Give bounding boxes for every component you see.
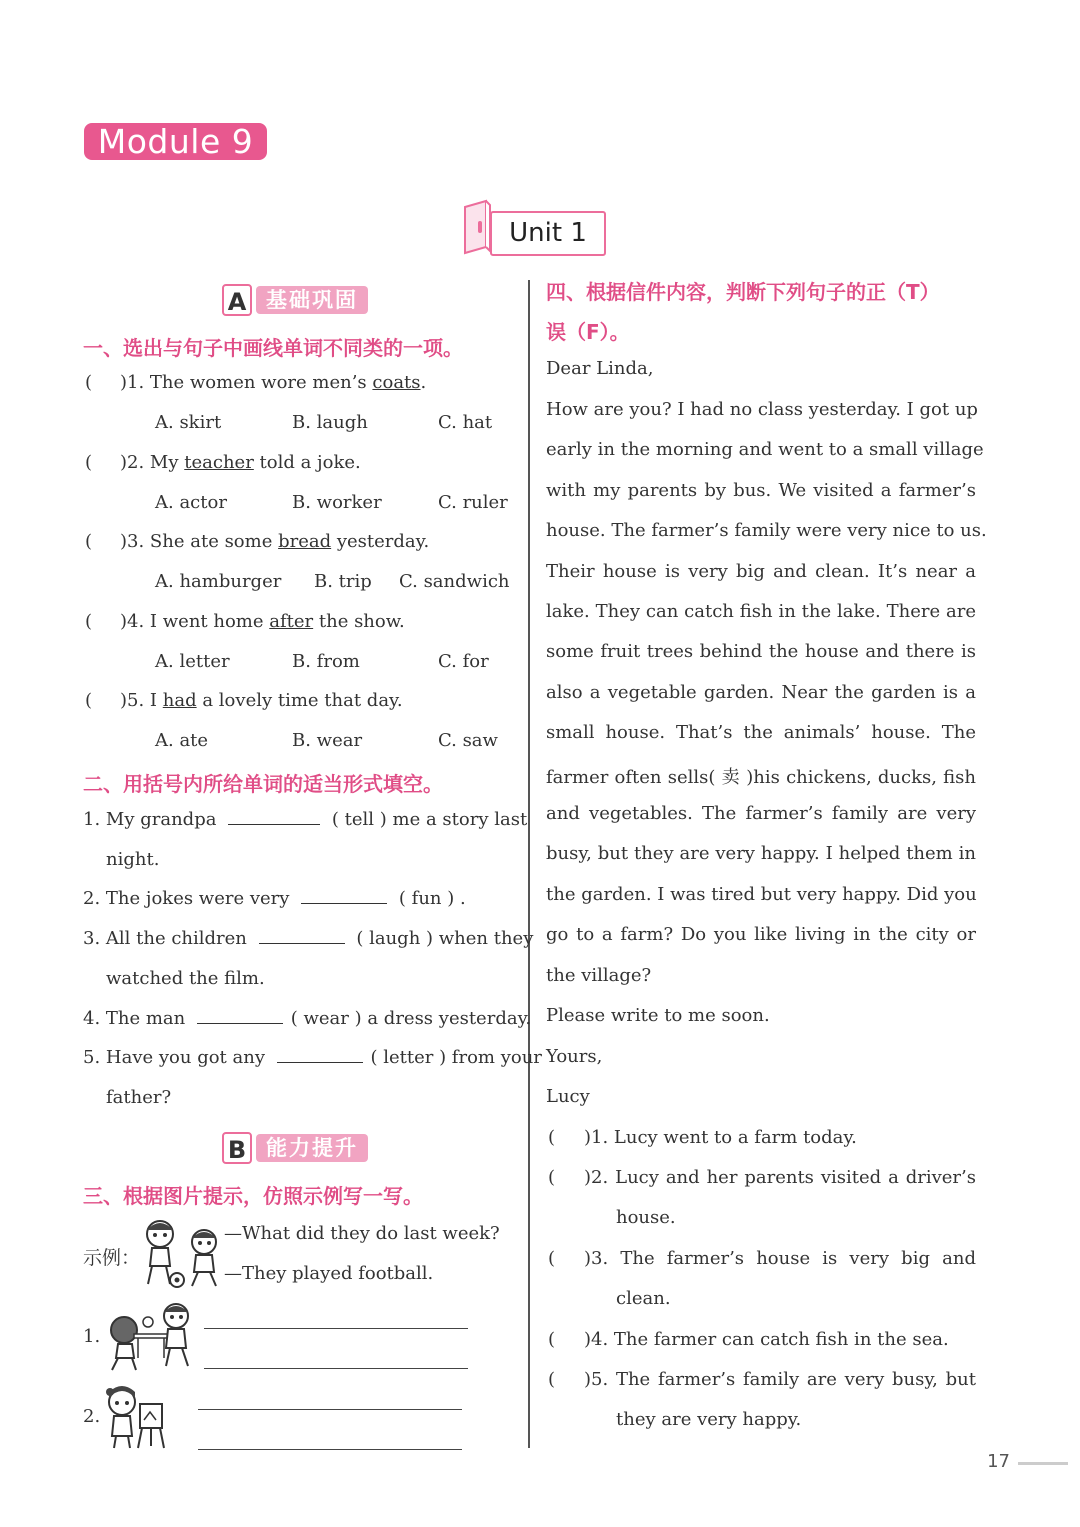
- answer-paren[interactable]: (: [85, 372, 93, 393]
- answer-paren[interactable]: (: [548, 1369, 556, 1390]
- answer-blank[interactable]: [301, 902, 387, 904]
- module-title: Module 9: [84, 123, 267, 160]
- part1-question: )4. I went home after the show.: [120, 610, 405, 632]
- answer-paren[interactable]: (: [548, 1329, 556, 1350]
- part2-item-3-cont: watched the film.: [106, 968, 265, 989]
- letter-line: with my parents by bus. We visited a farmer’s: [546, 479, 976, 501]
- answer-paren[interactable]: (: [548, 1248, 556, 1269]
- letter-line: early in the morning and went to a small village: [546, 439, 984, 461]
- example-answer: —They played football.: [224, 1263, 434, 1284]
- letter-line: the garden. I was tired but very happy. Did you: [546, 883, 977, 905]
- part4-heading-line1: 四、根据信件内容，判断下列句子的正（T）: [546, 280, 940, 304]
- answer-blank[interactable]: [259, 942, 345, 944]
- page-number: 17: [987, 1451, 1010, 1472]
- letter-greeting: Dear Linda,: [546, 358, 654, 379]
- part2-item-1: 1. My grandpa ( tell ) me a story last: [83, 809, 528, 830]
- section-b-badge: [222, 1132, 392, 1164]
- part2-item-5: 5. Have you got any ( letter ) from your: [83, 1047, 542, 1068]
- part2-item-3: 3. All the children ( laugh ) when they: [83, 928, 534, 949]
- unit-title: Unit 1: [490, 211, 606, 256]
- part2-item-4: 4. The man ( wear ) a dress yesterday.: [83, 1008, 532, 1029]
- letter-line: and vegetables. The farmer’s family are very: [546, 803, 976, 824]
- answer-blank[interactable]: [197, 1022, 283, 1024]
- part4-statement: )1. Lucy went to a farm today.: [584, 1127, 857, 1148]
- letter-closing: Please write to me soon.: [546, 1005, 770, 1026]
- part3-heading: 三、根据图片提示，仿照示例写一写。: [83, 1184, 423, 1208]
- part4-statement: )4. The farmer can catch fish in the sea.: [584, 1329, 949, 1350]
- section-a-badge: [222, 284, 392, 316]
- section-b-letter: B: [222, 1132, 252, 1164]
- answer-paren[interactable]: (: [548, 1167, 556, 1188]
- answer-line[interactable]: [204, 1368, 468, 1369]
- letter-line: busy, but they are very happy. I helped them in: [546, 843, 976, 865]
- part2-heading: 二、用括号内所给单词的适当形式填空。: [83, 772, 443, 796]
- answer-paren[interactable]: (: [85, 690, 93, 711]
- underlined-word: teacher: [184, 451, 254, 473]
- answer-blank[interactable]: [228, 823, 320, 825]
- part1-option: B. from: [292, 650, 360, 672]
- section-a-letter: A: [222, 284, 252, 316]
- letter-line: house. The farmer’s family were very nice to us.: [546, 520, 987, 542]
- part1-option: C. sandwich: [399, 571, 510, 592]
- part1-option: A. letter: [155, 650, 230, 672]
- part3-item-1-number: 1.: [83, 1326, 101, 1347]
- children-football-icon: [140, 1218, 226, 1290]
- part1-option: A. ate: [155, 730, 209, 751]
- part1-heading: 一、选出与句子中画线单词不同类的一项。: [83, 336, 463, 360]
- answer-paren[interactable]: (: [548, 1127, 556, 1148]
- letter-line: lake. They can catch fish in the lake. There are: [546, 601, 976, 622]
- column-divider: [528, 280, 530, 1448]
- part4-statement-cont: clean.: [616, 1288, 671, 1309]
- part2-item-5-cont: father?: [106, 1087, 172, 1108]
- part1-option: A. skirt: [155, 412, 222, 433]
- part2-item-1-cont: night.: [106, 849, 160, 870]
- underlined-word: after: [269, 610, 314, 632]
- part1-option: C. for: [438, 650, 489, 672]
- part1-option: A. hamburger: [155, 571, 282, 592]
- part4-statement-cont: they are very happy.: [616, 1409, 802, 1430]
- part4-statement: )5. The farmer’s family are very busy, but: [584, 1369, 976, 1390]
- letter-line: small house. That’s the animals’ house. The: [546, 722, 976, 744]
- part1-option: B. wear: [292, 730, 363, 751]
- letter-line: some fruit trees behind the house and there is: [546, 641, 976, 663]
- page-number-bar: [1018, 1462, 1068, 1465]
- part1-question: )1. The women wore men’s coats.: [120, 372, 427, 393]
- book-icon: [462, 199, 492, 255]
- section-b-label: 能力提升: [256, 1134, 368, 1162]
- part1-option: C. ruler: [438, 491, 508, 513]
- letter-line: Their house is very big and clean. It’s near a: [546, 560, 976, 582]
- answer-paren[interactable]: (: [85, 531, 93, 552]
- letter-line: How are you? I had no class yesterday. I got up: [546, 399, 978, 420]
- underlined-word: coats: [372, 372, 421, 393]
- part1-option: C. saw: [438, 730, 498, 751]
- part1-question: )3. She ate some bread yesterday.: [120, 531, 430, 552]
- example-label: 示例：: [83, 1247, 141, 1269]
- part3-item-2-number: 2.: [83, 1406, 101, 1427]
- letter-signature: Lucy: [546, 1086, 590, 1107]
- letter-line: go to a farm? Do you like living in the city or: [546, 924, 976, 946]
- letter-yours: Yours,: [546, 1046, 603, 1067]
- example-question: —What did they do last week?: [224, 1223, 500, 1244]
- part1-question: )2. My teacher told a joke.: [120, 451, 361, 473]
- letter-line: farmer often sells( 卖 )his chickens, ducks, fish: [546, 766, 976, 788]
- letter-line: the village?: [546, 964, 652, 986]
- part1-option: B. trip: [314, 571, 372, 592]
- letter-line: also a vegetable garden. Near the garden is a: [546, 681, 976, 703]
- part1-question: )5. I had a lovely time that day.: [120, 690, 403, 711]
- table-tennis-icon: [104, 1300, 196, 1372]
- part2-item-2: 2. The jokes were very ( fun ) .: [83, 888, 466, 909]
- answer-line[interactable]: [204, 1328, 468, 1329]
- answer-paren[interactable]: (: [85, 451, 93, 473]
- part1-option: A. actor: [155, 491, 227, 513]
- part1-option: C. hat: [438, 412, 493, 433]
- answer-blank[interactable]: [277, 1061, 363, 1063]
- part1-option: B. worker: [292, 491, 382, 513]
- part1-option: B. laugh: [292, 412, 368, 433]
- part4-statement-cont: house.: [616, 1207, 676, 1228]
- answer-line[interactable]: [198, 1409, 462, 1410]
- part4-heading-line2: 误（F）。: [546, 320, 630, 344]
- section-a-label: 基础巩固: [256, 286, 368, 314]
- girl-painting-icon: [102, 1384, 168, 1450]
- part4-statement: )3. The farmer’s house is very big and: [584, 1248, 976, 1269]
- answer-paren[interactable]: (: [85, 610, 93, 632]
- underlined-word: bread: [278, 531, 332, 552]
- underlined-word: had: [162, 690, 197, 711]
- part4-statement: )2. Lucy and her parents visited a driver’s: [584, 1167, 976, 1188]
- answer-line[interactable]: [198, 1449, 462, 1450]
